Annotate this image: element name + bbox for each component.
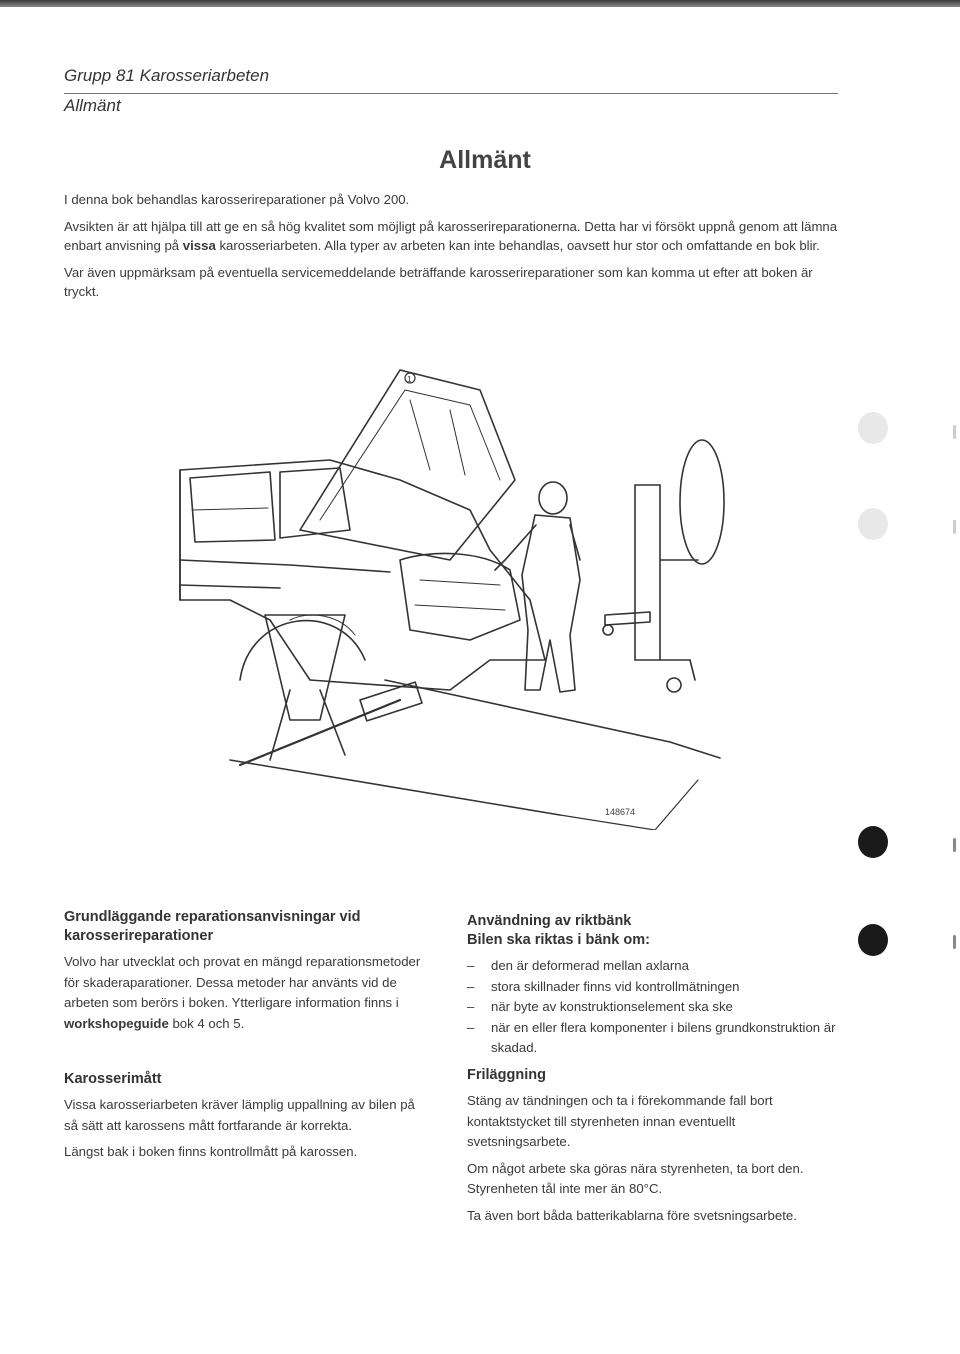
floor-rail-back bbox=[230, 760, 560, 815]
frilaggning-heading: Friläggning bbox=[467, 1067, 546, 1083]
group-title: Grupp 81 Karosseriarbeten bbox=[64, 66, 270, 85]
frilaggning-p2: Om något arbete ska göras nära styrenheten, ta bort den. Styrenheten tål inte mer än 80°C. bbox=[467, 1160, 804, 1196]
punch-hole-icon bbox=[858, 826, 888, 858]
top-scan-bar bbox=[0, 0, 960, 7]
section-title: Allmänt bbox=[64, 96, 121, 115]
grund-section bbox=[64, 908, 426, 1040]
header-rule bbox=[64, 93, 838, 94]
punch-hole-icon bbox=[858, 924, 888, 956]
list-item: – när en eller flera komponenter i bilens grundkonstruktion är skadad. bbox=[467, 1018, 837, 1059]
page-header bbox=[64, 66, 838, 116]
grund-heading: Grundläggande reparationsanvisningar vid karosserireparationer bbox=[64, 909, 361, 944]
anvandning-list bbox=[467, 956, 837, 1059]
mechanic-head bbox=[539, 482, 567, 514]
frilaggning-p3: Ta även bort båda batterikablarna före svetsningsarbete. bbox=[467, 1207, 797, 1223]
figure-number: 148674 bbox=[605, 807, 636, 817]
frilaggning-section bbox=[467, 1066, 837, 1232]
intro-p1: I denna bok behandlas karosserireparationer på Volvo 200. bbox=[64, 192, 410, 207]
karosserimatt-heading: Karosserimått bbox=[64, 1071, 162, 1087]
karosserimatt-p2: Längst bak i boken finns kontrollmått på karossen. bbox=[64, 1144, 358, 1159]
figure-callout: 1 bbox=[407, 375, 412, 384]
grund-text: Volvo har utvecklat och provat en mängd reparationsmetoder för skaderaparationer. Dessa metoder har använts vid de arbeten som berörs i boken. Ytterligare information finns i workshopeguide bok 4 och 5. bbox=[64, 954, 421, 1031]
punch-hole-icon bbox=[858, 412, 888, 444]
intro-p2: Avsikten är att hjälpa till att ge en så hög kvalitet som möjligt på karosserireparationerna. Detta har vi försökt uppnå genom att lämna enbart anvisning på vissa karosseriarbeten. Alla typer av arbeten kan inte behandlas, oavsett hur stor och omfattande en bok blir. bbox=[64, 219, 838, 253]
anvandning-heading: Användning av riktbänk Bilen ska riktas i bänk om: bbox=[467, 913, 650, 948]
chain-loop bbox=[680, 440, 724, 564]
punch-hole-icon bbox=[858, 508, 888, 540]
list-item: – den är deformerad mellan axlarna bbox=[467, 956, 837, 977]
wheel-arch bbox=[240, 621, 365, 680]
edge-mark bbox=[953, 838, 956, 852]
floor-rail-front bbox=[385, 680, 720, 758]
intro-p3: Var även uppmärksam på eventuella servicemeddelande beträffande karosserireparationer som kan komma ut efter att boken är tryckt. bbox=[64, 265, 813, 299]
intro-text bbox=[64, 190, 844, 309]
edge-mark bbox=[953, 425, 956, 439]
karosserimatt-section bbox=[64, 1070, 426, 1169]
figure-car-on-bench bbox=[150, 360, 770, 830]
karosserimatt-p1: Vissa karosseriarbeten kräver lämplig uppallning av bilen på så sätt att karossens mått fortfarande är korrekta. bbox=[64, 1097, 415, 1133]
list-item: – stora skillnader finns vid kontrollmätningen bbox=[467, 977, 837, 998]
engine-bay bbox=[400, 553, 520, 640]
edge-mark bbox=[953, 935, 956, 949]
pull-tower bbox=[635, 485, 660, 660]
list-item: – när byte av konstruktionselement ska ske bbox=[467, 997, 837, 1018]
page-title: Allmänt bbox=[439, 146, 531, 174]
anvandning-section bbox=[467, 912, 837, 1059]
frilaggning-p1: Stäng av tändningen och ta i förekommande fall bort kontaktstycket till styrenheten innan eventuellt svetsningsarbete. bbox=[467, 1093, 773, 1149]
edge-mark bbox=[953, 520, 956, 534]
